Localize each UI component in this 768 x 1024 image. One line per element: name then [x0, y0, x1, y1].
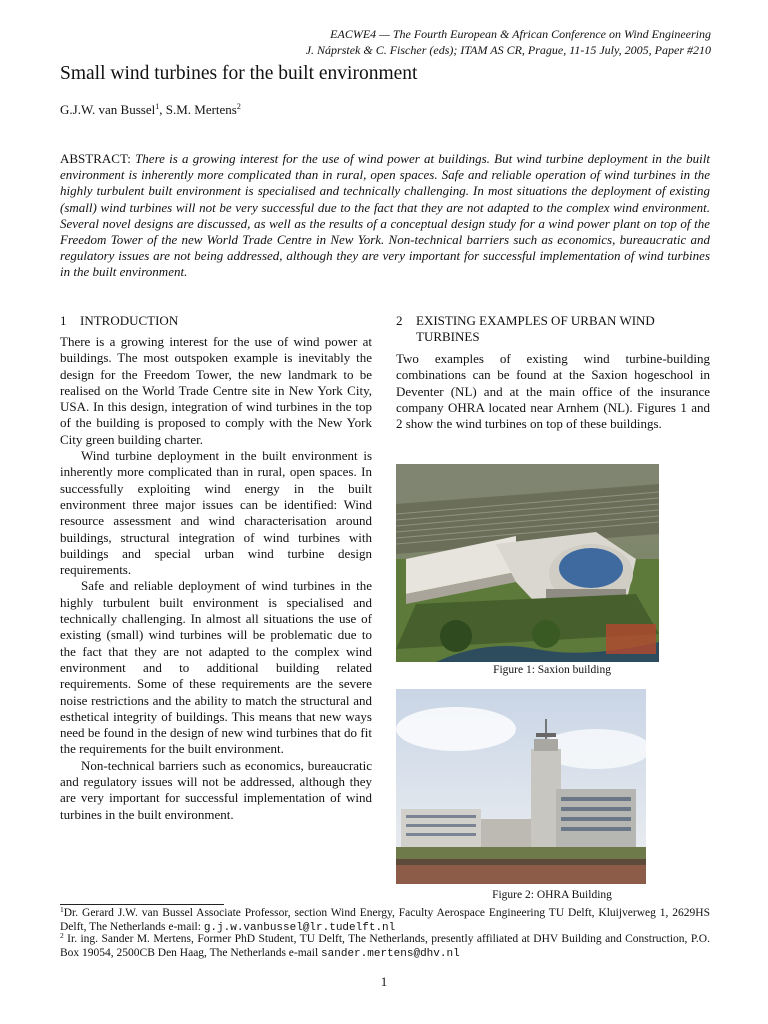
footnote-text: Ir. ing. Sander M. Mertens, Former PhD Student, TU Delft, The Netherlands, presently affiliated at DHV Building and Construction, P.O. Box 19054, 2500CB Den Haag, The Netherlands e-mail — [60, 933, 710, 959]
figure-1-caption: Figure 1: Saxion building — [493, 664, 611, 676]
section-heading-introduction — [60, 313, 178, 329]
section-title: EXISTING EXAMPLES OF URBAN WIND TURBINES — [416, 313, 655, 344]
author-separator: , — [159, 102, 166, 117]
section-heading-existing-examples — [396, 313, 716, 345]
saxion-photo-illustration — [396, 464, 659, 662]
body-paragraph: Wind turbine deployment in the built environment is inherently more complicated than in rural, open spaces. In successfully exploiting wind energy in the built environment three major issues can be identified: Wind resource assessment and wind characterisation around buildings, structural integration of wind turbines with buildings and special urban wind turbine design requirements. — [60, 448, 372, 578]
footnote-email[interactable]: sander.mertens@dhv.nl — [321, 948, 460, 960]
column-right-body — [396, 351, 710, 432]
section-title: INTRODUCTION — [80, 313, 179, 328]
paper-title: Small wind turbines for the built environment — [60, 63, 418, 84]
footnote-1 — [60, 906, 710, 935]
author-affiliation-mark: 2 — [236, 102, 241, 111]
figure-2-caption: Figure 2: OHRA Building — [492, 889, 612, 901]
author-list — [60, 102, 241, 118]
figure-2-ohra-building-photo — [396, 689, 646, 884]
author-affiliation-mark: 1 — [155, 102, 160, 111]
footnote-mark: 1 — [60, 905, 64, 914]
author-name: S.M. Mertens — [165, 102, 237, 117]
footnote-2 — [60, 932, 710, 961]
footnote-mark: 2 — [60, 931, 64, 940]
author-name: G.J.W. van Bussel — [60, 102, 156, 117]
figure-1-saxion-building-photo — [396, 464, 659, 662]
column-left-body — [60, 334, 372, 823]
body-paragraph: Two examples of existing wind turbine-building combinations can be found at the Saxion hogeschool in Deventer (NL) and at the main office of the insurance company OHRA located near Arnhem (NL). Figures 1 and 2 show the wind turbines on top of these buildings. — [396, 351, 710, 432]
section-number: 2 — [396, 313, 403, 328]
footnote-text: Dr. Gerard J.W. van Bussel Associate Professor, section Wind Energy, Faculty Aerospace Engineering TU Delft, Kluijverweg 1, 2629HS Delft, The Netherlands e-mail: — [60, 907, 710, 933]
ohra-photo-illustration — [396, 689, 646, 884]
body-paragraph: There is a growing interest for the use of wind power at buildings. The most outspoken example is inevitably the design for the Freedom Tower, the new landmark to be realised on the World Trade Centre site in New York City, USA. In this design, integration of wind turbines in the top of the building is proposed to comply with the New York City green building charter. — [60, 334, 372, 447]
footnote-email[interactable]: g.j.w.vanbussel@lr.tudelft.nl — [203, 922, 396, 934]
conference-header-line1: EACWE4 — The Fourth European & African Conference on Wind Engineering — [330, 27, 711, 41]
section-number: 1 — [60, 313, 67, 328]
body-paragraph: Safe and reliable deployment of wind turbines in the highly turbulent built environment is specialised and technically challenging. In almost all situations the use of existing (small) wind turbines will be problematic due to the fact that they are not adapted to the complex wind environment and to additional building related requirements. Some of these requirements are the severe noise restrictions and the ability to match the structural and esthetical integrity of buildings. This means that new ways need be found in the design of new wind turbines that do fit the requirements for the built environment. — [60, 578, 372, 757]
body-paragraph: Non-technical barriers such as economics, bureaucratic and regulatory issues will not be addressed, although they are very important for successful implementation of wind turbines in the built environment. — [60, 757, 372, 822]
page-number: 1 — [380, 974, 388, 989]
abstract-text: There is a growing interest for the use of wind power at buildings. But wind turbine deployment in the built environment is inherently more complicated than in rural, open spaces. Safe and reliable operation of wind turbines in the highly turbulent built environment is specialised and technically challenging. In most situations the deployment of existing (small) wind turbines will not be very successful due to the fact that they are not adapted to the complex wind environment. Several novel designs are discussed, as well as the results of a conceptual design study for a wind power plant on top of the Freedom Tower of the new World Trade Centre in New York. Non-technical barriers such as economics, bureaucratic and regulatory issues are not being addressed, although they are very important for successful implementation of wind turbines in the built environment. — [60, 151, 710, 280]
abstract — [60, 151, 710, 281]
conference-header-line2: J. Náprstek & C. Fischer (eds); ITAM AS CR, Prague, 11-15 July, 2005, Paper #210 — [305, 43, 711, 57]
abstract-label: ABSTRACT: — [60, 151, 136, 166]
footnote-divider — [60, 904, 224, 905]
